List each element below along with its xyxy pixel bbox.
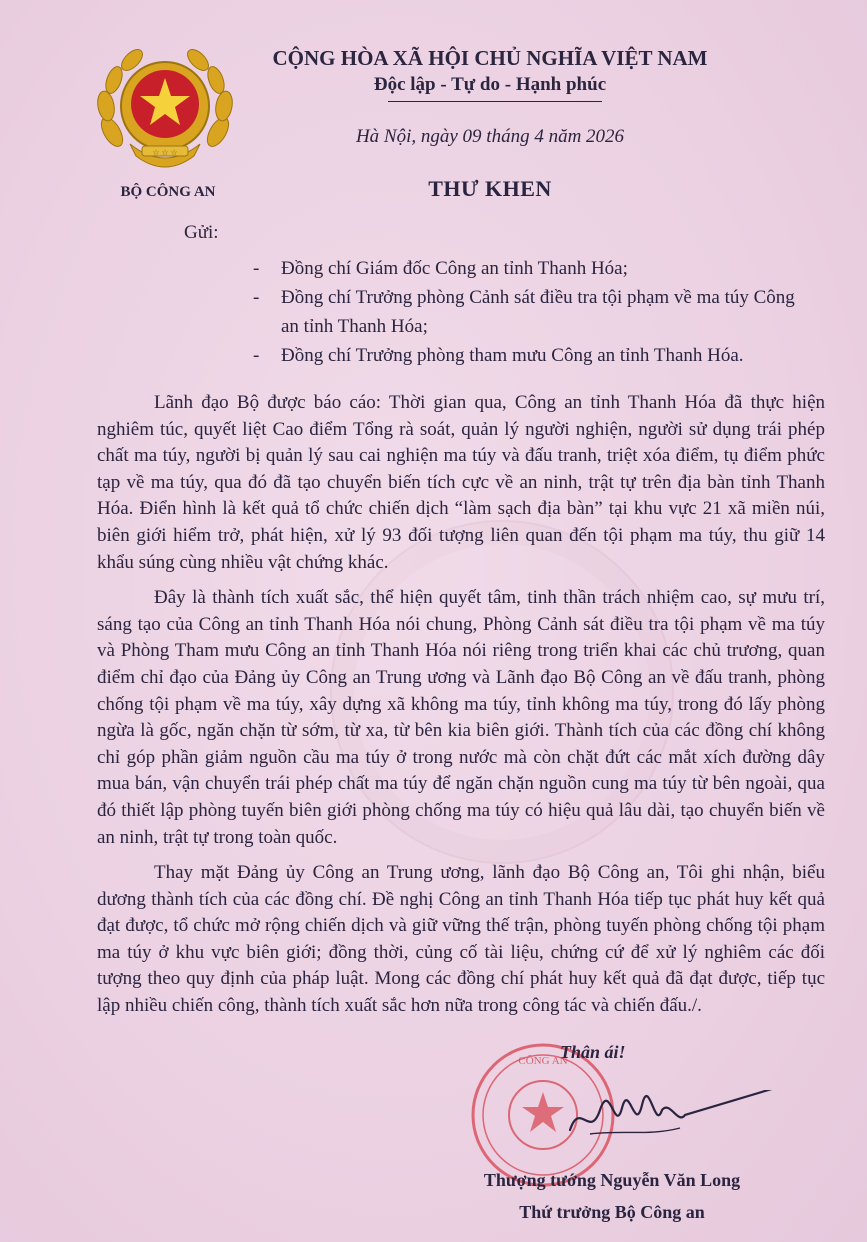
national-title: CỘNG HÒA XÃ HỘI CHỦ NGHĨA VIỆT NAM <box>272 46 708 70</box>
recipient-item <box>253 341 813 370</box>
national-motto: Độc lập - Tự do - Hạnh phúc <box>373 74 607 95</box>
dateline: Hà Nội, ngày 09 tháng 4 năm 2026 <box>355 126 625 147</box>
body-paragraph: Lãnh đạo Bộ được báo cáo: Thời gian qua, Công an tỉnh Thanh Hóa đã thực hiện nghiêm túc, quyết liệt Cao điểm Tổng rà soát, quản lý người nghiện, người sử dụng trái phép chất ma túy, người bị quản lý sau cai nghiện ma túy và đấu tranh, triệt xóa điểm, tụ điểm phức tạp về ma túy, qua đó đã tạo chuyển biến tích cực về an ninh, trật tự trên địa bàn tỉnh Thanh Hóa. Điển hình là kết quả tổ chức chiến dịch “làm sạch địa bàn” tại khu vực 21 xã miền núi, biên giới hiểm trở, phát hiện, xử lý 93 đối tượng liên quan đến tội phạm ma túy, thu giữ 14 khẩu súng cùng nhiều vật chứng khác. <box>97 392 825 573</box>
police-emblem-icon <box>90 44 240 184</box>
document-title: THƯ KHEN <box>428 176 552 201</box>
list-dash: - <box>253 287 260 308</box>
body-paragraph: Thay mặt Đảng ủy Công an Trung ương, lãnh đạo Bộ Công an, Tôi ghi nhận, biểu dương thành tích của các đồng chí. Đề nghị Công an tỉnh Thanh Hóa tiếp tục phát huy kết quả đạt được, tổ chức mở rộng chiến dịch và giữ vững thế trận, phòng tuyến phòng chống tội phạm ma túy ở khu vực biên giới; đồng thời, củng cố tài liệu, chứng cứ để xử lý nghiêm các đối tượng theo quy định của pháp luật. Mong các đồng chí phát huy kết quả đã đạt được, tiếp tục lập nhiều chiến công, thành tích xuất sắc hơn nữa trong công tác và chiến đấu./. <box>97 862 825 1017</box>
recipients-list <box>253 254 813 370</box>
recipient-item <box>253 254 813 283</box>
recipients-label: Gửi: <box>184 222 219 243</box>
svg-text:☆ ☆ ☆: ☆ ☆ ☆ <box>152 148 178 157</box>
issuing-agency: BỘ CÔNG AN <box>120 184 216 200</box>
letter-body <box>97 390 825 1029</box>
recipient-text: Đồng chí Giám đốc Công an tỉnh Thanh Hóa; <box>281 258 628 279</box>
signer-rank-name: Thượng tướng Nguyễn Văn Long <box>483 1170 741 1190</box>
list-dash: - <box>253 258 260 279</box>
handwritten-signature <box>560 1090 780 1150</box>
seal-text: CÔNG AN <box>518 1055 568 1067</box>
motto-underline <box>388 101 602 102</box>
closing-greeting: Thân ái! <box>560 1042 626 1062</box>
recipient-text: Đồng chí Trưởng phòng tham mưu Công an tỉnh Thanh Hóa. <box>281 345 744 366</box>
signer-title: Thứ trưởng Bộ Công an <box>519 1202 705 1222</box>
recipient-text: Đồng chí Trưởng phòng Cảnh sát điều tra tội phạm về ma túy Công an tỉnh Thanh Hóa; <box>281 287 795 337</box>
recipient-item <box>253 283 813 341</box>
body-paragraph: Đây là thành tích xuất sắc, thể hiện quyết tâm, tinh thần trách nhiệm cao, sự mưu trí, sáng tạo của Công an tỉnh Thanh Hóa nói chung, Phòng Cảnh sát điều tra tội phạm về ma túy và Phòng Tham mưu Công an tỉnh Thanh Hóa nói riêng trong triển khai các chủ trương, quan điểm chỉ đạo của Đảng ủy Công an Trung ương và Lãnh đạo Bộ Công an về đấu tranh, phòng chống tội phạm về ma túy, xây dựng xã không ma túy, tỉnh không ma túy, trong đó lấy phòng ngừa là gốc, ngăn chặn từ sớm, từ xa, từ bên kia biên giới. Thành tích của các đồng chí không chỉ góp phần giảm nguồn cầu ma túy ở trong nước mà còn chặt đứt các mắt xích đường dây mua bán, vận chuyển trái phép chất ma túy để ngăn chặn nguồn cung ma túy từ bên ngoài, qua đó thiết lập phòng tuyến biên giới phòng chống ma túy có hiệu quả lâu dài, tạo chuyển biến về an ninh, trật tự trong toàn quốc. <box>97 587 825 848</box>
list-dash: - <box>253 345 260 366</box>
